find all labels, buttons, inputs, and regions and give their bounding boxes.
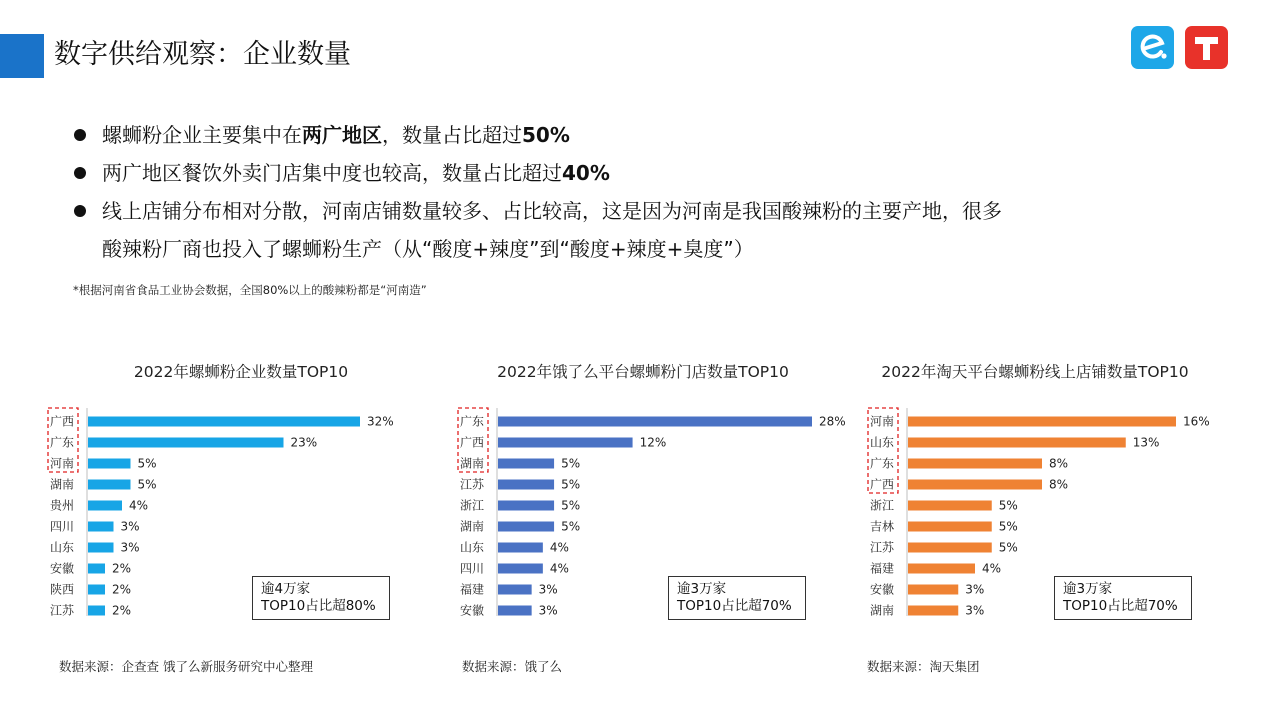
- value-label: 28%: [819, 414, 846, 429]
- value-label: 3%: [538, 582, 558, 597]
- value-label: 4%: [982, 561, 1002, 576]
- category-label: 浙江: [869, 498, 895, 513]
- value-label: 2%: [112, 582, 132, 597]
- category-label: 福建: [869, 561, 895, 576]
- category-label: 广西: [869, 477, 895, 492]
- value-label: 23%: [290, 435, 318, 450]
- bullet-dot-icon: [74, 205, 86, 217]
- category-label: 河南: [869, 414, 895, 429]
- category-label: 湖南: [459, 456, 485, 471]
- value-label: 4%: [549, 561, 569, 576]
- tmall-logo-icon: [1185, 26, 1228, 69]
- category-label: 山东: [49, 540, 75, 555]
- category-label: 四川: [459, 561, 485, 576]
- chart-title: 2022年淘天平台螺蛳粉线上店铺数量TOP10: [881, 363, 1189, 381]
- bar: [88, 501, 122, 511]
- value-label: 3%: [120, 540, 140, 555]
- category-label: 江苏: [459, 477, 485, 492]
- bar: [908, 522, 992, 532]
- bullet-dot-icon: [74, 129, 86, 141]
- bar: [498, 459, 554, 469]
- value-label: 5%: [137, 456, 157, 471]
- value-label: 3%: [538, 603, 558, 618]
- bar: [908, 459, 1042, 469]
- value-label: 16%: [1183, 414, 1210, 429]
- bar: [498, 606, 532, 616]
- bullet-text: 两广地区餐饮外卖门店集中度也较高，数量占比超过: [102, 161, 562, 185]
- note-line: 逾3万家: [1063, 581, 1113, 597]
- bar: [88, 417, 360, 427]
- note-line: TOP10占比超80%: [261, 598, 376, 614]
- category-label: 河南: [49, 456, 75, 471]
- value-label: 5%: [998, 540, 1018, 555]
- bullet-list: [74, 116, 1194, 268]
- value-label: 5%: [561, 498, 581, 513]
- category-label: 湖南: [869, 603, 895, 618]
- value-label: 3%: [965, 582, 985, 597]
- value-label: 5%: [561, 477, 581, 492]
- category-label: 安徽: [49, 561, 75, 576]
- bar: [498, 522, 554, 532]
- category-label: 安徽: [869, 582, 895, 597]
- category-label: 吉林: [869, 519, 895, 534]
- chart-note-box: [668, 576, 806, 620]
- value-label: 3%: [965, 603, 985, 618]
- value-label: 4%: [129, 498, 149, 513]
- category-label: 陕西: [49, 582, 75, 597]
- category-label: 山东: [459, 540, 485, 555]
- bar: [88, 564, 105, 574]
- bullet-item: [74, 116, 1194, 154]
- title-accent-bar: [0, 34, 44, 78]
- bar: [498, 480, 554, 490]
- value-label: 5%: [998, 498, 1018, 513]
- bar: [498, 417, 812, 427]
- value-label: 3%: [120, 519, 140, 534]
- bullet-text: ，数量占比超过: [382, 123, 522, 147]
- bar: [908, 438, 1126, 448]
- category-label: 广西: [459, 435, 485, 450]
- bar: [88, 522, 114, 532]
- value-label: 2%: [112, 603, 132, 618]
- category-label: 广东: [869, 456, 895, 471]
- category-label: 广东: [459, 414, 485, 429]
- category-label: 湖南: [49, 477, 75, 492]
- value-label: 13%: [1132, 435, 1160, 450]
- category-label: 福建: [459, 582, 485, 597]
- category-label: 广西: [49, 414, 75, 429]
- chart-source: 数据来源：淘天集团: [867, 659, 980, 674]
- bullet-dot-icon: [74, 167, 86, 179]
- chart-title: 2022年饿了么平台螺蛳粉门店数量TOP10: [497, 363, 789, 381]
- bar: [88, 459, 131, 469]
- value-label: 8%: [1049, 477, 1069, 492]
- page-title: 数字供给观察：企业数量: [54, 39, 351, 70]
- bar: [88, 543, 114, 553]
- category-label: 江苏: [869, 540, 895, 555]
- category-label: 四川: [49, 519, 75, 534]
- bullet-bold: 两广地区: [302, 123, 382, 147]
- bar: [88, 438, 284, 448]
- bar: [498, 585, 532, 595]
- value-label: 5%: [561, 519, 581, 534]
- category-label: 广东: [49, 435, 75, 450]
- value-label: 5%: [561, 456, 581, 471]
- bullet-item: [74, 154, 1194, 192]
- bullet-item: [74, 192, 1194, 268]
- bar: [88, 606, 105, 616]
- chart-note-box: [252, 576, 390, 620]
- bar: [498, 501, 554, 511]
- category-label: 江苏: [49, 603, 75, 618]
- note-line: TOP10占比超70%: [1063, 598, 1178, 614]
- bar: [908, 501, 992, 511]
- chart-note-box: [1054, 576, 1192, 620]
- bar: [88, 480, 131, 490]
- note-line: TOP10占比超70%: [677, 598, 792, 614]
- category-label: 安徽: [459, 603, 485, 618]
- value-label: 12%: [639, 435, 667, 450]
- bullet-text: 酸辣粉厂商也投入了螺蛳粉生产（从“酸度+辣度”到“酸度+辣度+臭度”）: [102, 237, 754, 261]
- value-label: 4%: [549, 540, 569, 555]
- bullet-bold: 40%: [562, 161, 610, 185]
- note-line: 逾3万家: [677, 581, 727, 597]
- footnote: *根据河南省食品工业协会数据，全国80%以上的酸辣粉都是“河南造”: [73, 283, 427, 297]
- category-label: 浙江: [459, 498, 485, 513]
- chart-title: 2022年螺蛳粉企业数量TOP10: [133, 363, 349, 381]
- value-label: 5%: [137, 477, 157, 492]
- bullet-text: 螺蛳粉企业主要集中在: [102, 123, 302, 147]
- chart-source: 数据来源：饿了么: [462, 659, 563, 674]
- bar: [498, 438, 633, 448]
- category-label: 贵州: [49, 498, 75, 513]
- eleme-logo-icon: [1131, 26, 1174, 69]
- chart-source: 数据来源：企查查 饿了么新服务研究中心整理: [59, 659, 313, 674]
- value-label: 8%: [1049, 456, 1069, 471]
- bar: [908, 417, 1176, 427]
- category-label: 湖南: [459, 519, 485, 534]
- category-label: 山东: [869, 435, 895, 450]
- value-label: 2%: [112, 561, 132, 576]
- bar: [908, 543, 992, 553]
- bar: [908, 564, 975, 574]
- bar: [908, 480, 1042, 490]
- bar: [498, 564, 543, 574]
- bullet-bold: 50%: [522, 123, 570, 147]
- bar: [908, 606, 958, 616]
- value-label: 32%: [367, 414, 394, 429]
- bar: [498, 543, 543, 553]
- note-line: 逾4万家: [261, 581, 311, 597]
- bar: [908, 585, 958, 595]
- bullet-text: 线上店铺分布相对分散，河南店铺数量较多、占比较高，这是因为河南是我国酸辣粉的主要产地，很多: [102, 199, 1002, 223]
- bar: [88, 585, 105, 595]
- value-label: 5%: [998, 519, 1018, 534]
